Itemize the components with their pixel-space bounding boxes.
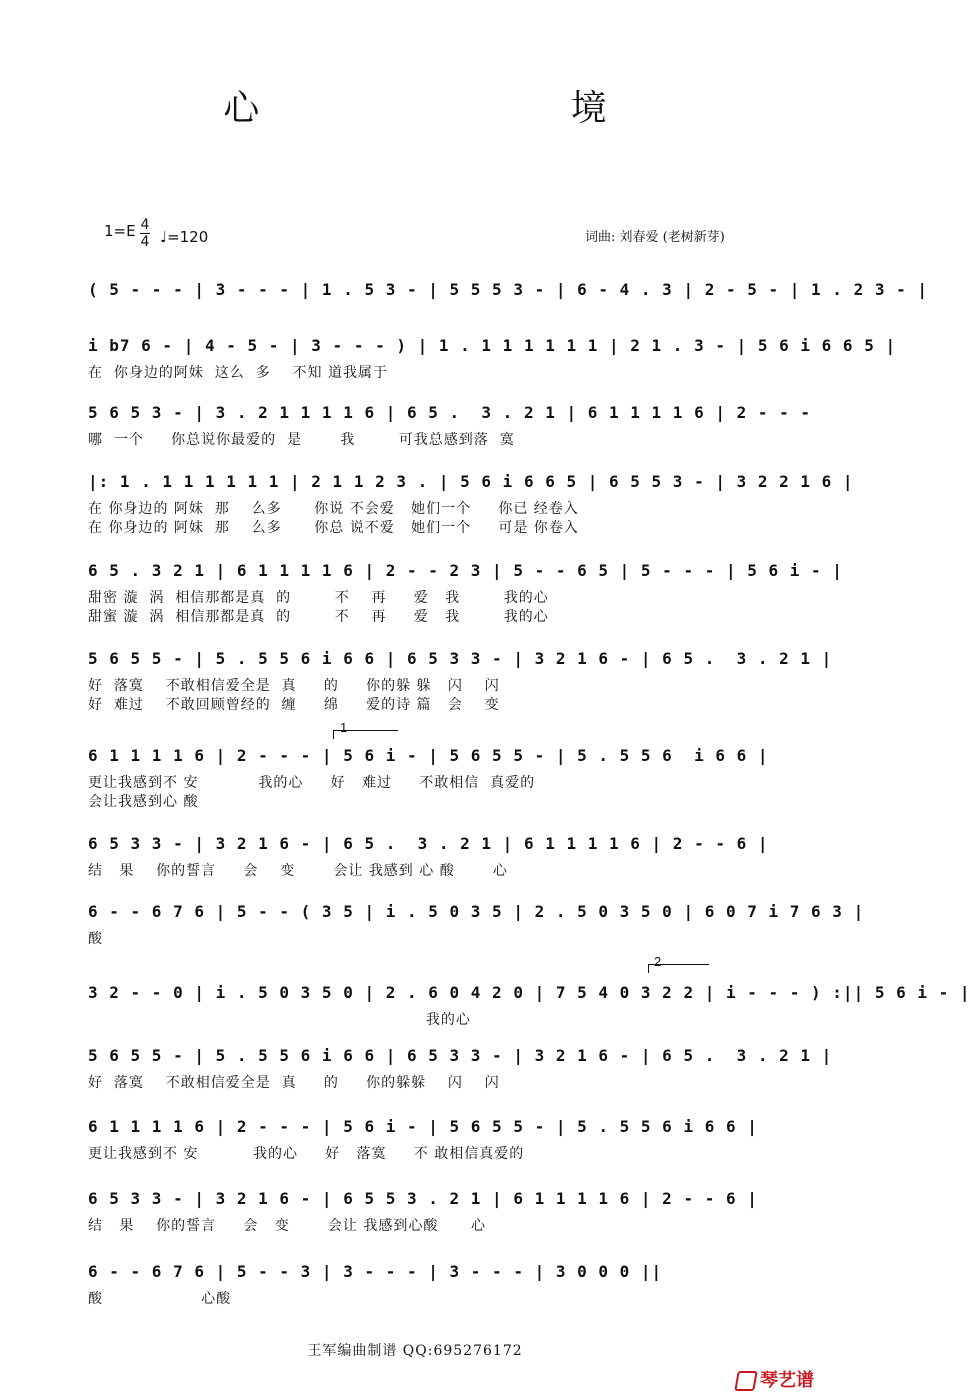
lyric-line: 好 难过 不敢回顾曾经的 缠 绵 爱的诗 篇 会 变 (88, 697, 500, 713)
notation-row: 6 - - 6 7 6 | 5 - - ( 3 5 | i . 5 0 3 5 | 2 . 5 0 3 5 0 | 6 0 7 i 7 6 3 | (88, 902, 865, 921)
lyric-line: 在 你身边的阿妹 这么 多 不知 道我属于 (88, 365, 388, 381)
key-signature: 1=E (104, 222, 136, 240)
notation-row: i b7 6 - | 4 - 5 - | 3 - - - ) | 1 . 1 1 1 1 1 1 | 2 1 . 3 - | 5 6 i 6 6 5 | (88, 336, 897, 355)
time-bottom: 4 (140, 234, 150, 250)
credit-line: 词曲: 刘春爱 (老树新芽) (585, 230, 725, 245)
lyric-line: 结 果 你的誓言 会 变 会让 我感到 心 酸 心 (88, 863, 508, 879)
notation-row: 6 5 3 3 - | 3 2 1 6 - | 6 5 . 3 . 2 1 | 6 1 1 1 1 6 | 2 - - 6 | (88, 834, 769, 853)
tempo-marking: ♩=120 (160, 228, 209, 246)
song-title: 心 境 (223, 88, 757, 129)
notation-row: 6 1 1 1 1 6 | 2 - - - | 5 6 i - | 5 6 5 5 - | 5 . 5 5 6 i 6 6 | (88, 746, 769, 765)
volta-2-label: 2 (654, 954, 662, 969)
logo-icon (734, 1371, 758, 1391)
lyric-line: 结 果 你的誓言 会 变 会让 我感到心酸 心 (88, 1218, 487, 1234)
notation-row: 6 1 1 1 1 6 | 2 - - - | 5 6 i - | 5 6 5 5 - | 5 . 5 5 6 i 6 6 | (88, 1117, 758, 1136)
notation-row: 5 6 5 5 - | 5 . 5 5 6 i 6 6 | 6 5 3 3 - | 3 2 1 6 - | 6 5 . 3 . 2 1 | (88, 649, 833, 668)
lyric-line: 甜蜜 漩 涡 相信那都是真 的 不 再 爱 我 我的心 (88, 609, 549, 625)
volta-1-label: 1 (340, 720, 348, 735)
time-signature (140, 218, 150, 249)
notation-row: 3 2 - - 0 | i . 5 0 3 5 0 | 2 . 6 0 4 2 0 | 7 5 4 0 3 2 2 | i - - - ) :|| 5 6 i - | (88, 983, 971, 1002)
notation-row: 6 5 . 3 2 1 | 6 1 1 1 1 6 | 2 - - 2 3 | 5 - - 6 5 | 5 - - - | 5 6 i - | (88, 561, 843, 580)
lyric-line: 好 落寞 不敢相信爱全是 真 的 你的躲 躲 闪 闪 (88, 678, 500, 694)
lyric-line: 更让我感到不 安 我的心 好 难过 不敢相信 真爱的 (88, 775, 536, 791)
lyric-line: 哪 一个 你总说你最爱的 是 我 可我总感到落 寞 (88, 432, 515, 448)
notation-row: 5 6 5 3 - | 3 . 2 1 1 1 1 6 | 6 5 . 3 . 2 1 | 6 1 1 1 1 6 | 2 - - - (88, 403, 812, 422)
logo-text: 琴艺谱 (760, 1370, 814, 1390)
notation-row: ( 5 - - - | 3 - - - | 1 . 5 3 - | 5 5 5 3 - | 6 - 4 . 3 | 2 - 5 - | 1 . 2 3 - | (88, 280, 928, 299)
lyric-line: 甜密 漩 涡 相信那都是真 的 不 再 爱 我 我的心 (88, 590, 549, 606)
lyric-line: 在 你身边的 阿妹 那 么多 你总 说不爱 她们一个 可是 你卷入 (88, 520, 579, 536)
lyric-line: 我的心 (88, 1012, 471, 1028)
lyric-line: 酸 心酸 (88, 1291, 232, 1307)
lyric-line: 更让我感到不 安 我的心 好 落寞 不 敢相信真爱的 (88, 1146, 525, 1162)
lyric-line: 酸 (88, 931, 103, 947)
lyric-line: 好 落寞 不敢相信爱全是 真 的 你的躲躲 闪 闪 (88, 1075, 500, 1091)
lyric-line: 会让我感到心 酸 (88, 794, 199, 810)
time-top: 4 (140, 217, 150, 233)
site-logo (736, 1366, 814, 1392)
notation-row: 5 6 5 5 - | 5 . 5 5 6 i 6 6 | 6 5 3 3 - | 3 2 1 6 - | 6 5 . 3 . 2 1 | (88, 1046, 833, 1065)
notation-row: 6 - - 6 7 6 | 5 - - 3 | 3 - - - | 3 - - - | 3 0 0 0 || (88, 1262, 663, 1281)
notation-row: 6 5 3 3 - | 3 2 1 6 - | 6 5 5 3 . 2 1 | 6 1 1 1 1 6 | 2 - - 6 | (88, 1189, 758, 1208)
lyric-line: 在 你身边的 阿妹 那 么多 你说 不会爱 她们一个 你已 经卷入 (88, 501, 579, 517)
notation-row: |: 1 . 1 1 1 1 1 1 | 2 1 1 2 3 . | 5 6 i 6 6 5 | 6 5 5 3 - | 3 2 2 1 6 | (88, 472, 854, 491)
arranger-footer: 王军编曲制谱 QQ:695276172 (307, 1343, 523, 1359)
